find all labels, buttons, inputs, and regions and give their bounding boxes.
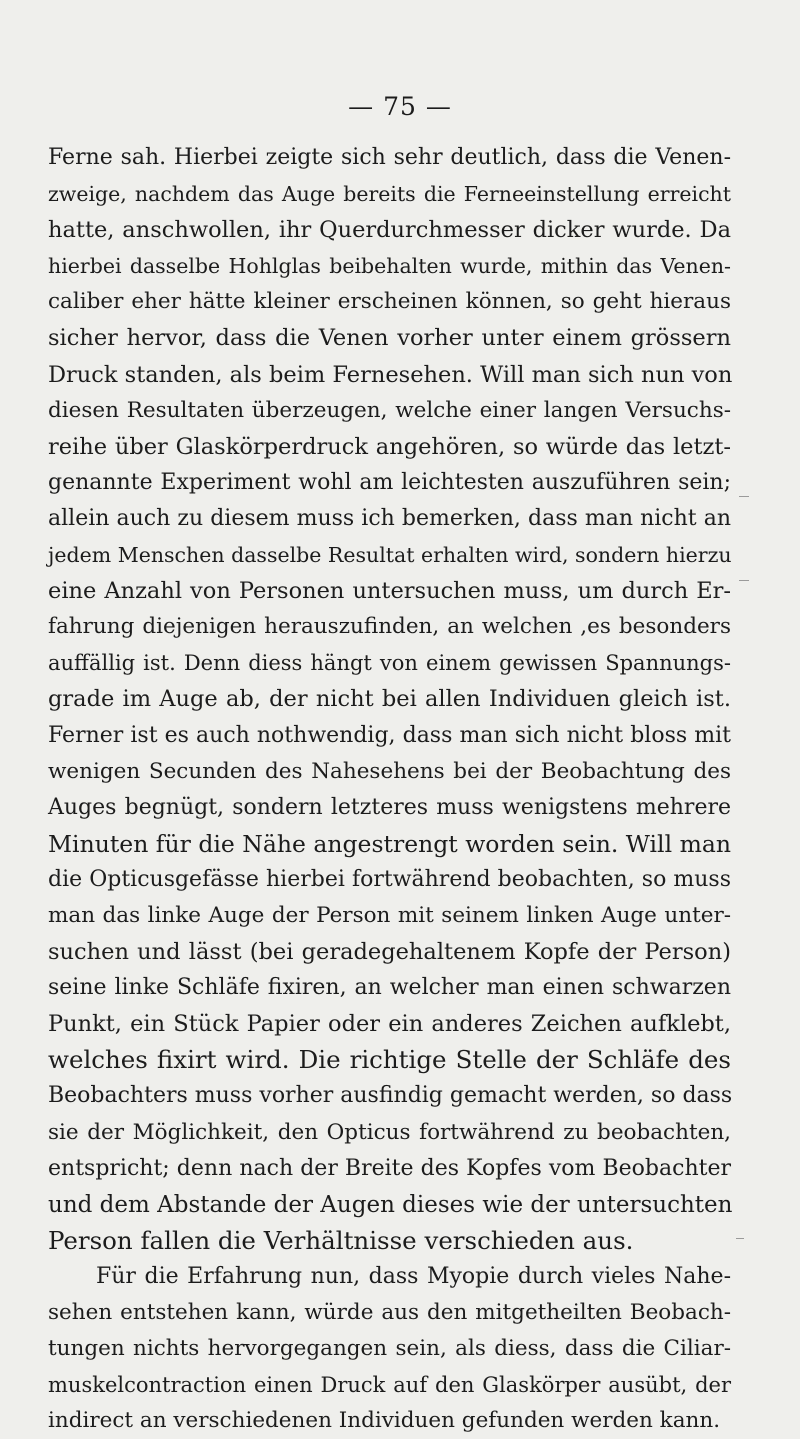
text-line: auffällig ist. Denn diess hängt von einem gewissen Spannungs- (48, 651, 731, 676)
text-line: entspricht; denn nach der Breite des Kopfes vom Beobachter (48, 1155, 731, 1181)
text-line: eine Anzahl von Personen untersuchen muss, um durch Er- (48, 578, 731, 605)
text-line: muskelcontraction einen Druck auf den Glaskörper ausübt, der (48, 1373, 731, 1398)
text-line: Ferner ist es auch nothwendig, dass man sich nicht bloss mit (48, 722, 731, 748)
text-line: Ferne sah. Hierbei zeigte sich sehr deutlich, dass die Venen- (48, 145, 731, 170)
scan-mark (736, 1238, 744, 1239)
text-line: man das linke Auge der Person mit seinem linken Auge unter- (48, 902, 731, 928)
page-number: — 75 — (348, 92, 452, 121)
text-line: welches fixirt wird. Die richtige Stelle der Schläfe des (48, 1045, 731, 1075)
text-line: hatte, anschwollen, ihr Querdurchmesser dicker wurde. Da (48, 217, 731, 244)
text-line: zweige, nachdem das Auge bereits die Ferneeinstellung erreicht (48, 182, 731, 207)
paragraph-end-line: indirect an verschiedenen Individuen gefunden werden kann. (48, 1408, 721, 1434)
text-line: Punkt, ein Stück Papier oder ein anderes Zeichen aufklebt, (48, 1011, 731, 1038)
text-line: grade im Auge ab, der nicht bei allen Individuen gleich ist. (48, 686, 731, 713)
text-line: caliber eher hätte kleiner erscheinen können, so geht hieraus (48, 289, 731, 315)
text-line: Auges begnügt, sondern letzteres muss wenigstens mehrere (48, 794, 731, 820)
paragraph-start-line: Für die Erfahrung nun, dass Myopie durch vieles Nahe- (96, 1263, 731, 1289)
text-line: und dem Abstande der Augen dieses wie der untersuchten (48, 1191, 733, 1218)
text-line: jedem Menschen dasselbe Resultat erhalten wird, sondern hierzu (48, 543, 732, 568)
text-line: Druck standen, als beim Fernesehen. Will man sich nun von (48, 361, 733, 388)
text-line: sie der Möglichkeit, den Opticus fortwährend zu beobachten, (48, 1119, 731, 1145)
text-line: die Opticusgefässe hierbei fortwährend beobachten, so muss (48, 866, 731, 892)
body-text (48, 140, 731, 1439)
text-line: genannte Experiment wohl am leichtesten auszuführen sein; (48, 469, 731, 495)
paragraph-end-line: Person fallen die Verhältnisse verschieden aus. (48, 1225, 634, 1255)
text-line: Beobachters muss vorher ausfindig gemacht werden, so dass (48, 1083, 733, 1109)
scan-mark (739, 580, 749, 581)
text-line: diesen Resultaten überzeugen, welche einer langen Versuchs- (48, 397, 731, 423)
scan-mark (739, 496, 749, 497)
text-line: tungen nichts hervorgegangen sein, als diess, dass die Ciliar- (48, 1336, 731, 1362)
text-line: allein auch zu diesem muss ich bemerken, dass man nicht an (48, 505, 731, 531)
text-line: fahrung diejenigen herauszufinden, an welchen ,es besonders (48, 614, 731, 640)
text-line: suchen und lässt (bei geradegehaltenem Kopfe der Person) (48, 939, 731, 966)
text-line: seine linke Schläfe fixiren, an welcher man einen schwarzen (48, 975, 731, 1001)
text-line: sehen entstehen kann, würde aus den mitgetheilten Beobach- (48, 1300, 731, 1325)
text-line: reihe über Glaskörperdruck angehören, so würde das letzt- (48, 433, 731, 460)
text-line: wenigen Secunden des Nahesehens bei der Beobachtung des (48, 758, 731, 784)
text-line: Minuten für die Nähe angestrengt worden sein. Will man (48, 829, 731, 858)
text-line: sicher hervor, dass die Venen vorher unter einem grössern (48, 325, 731, 352)
text-line: hierbei dasselbe Hohlglas beibehalten wurde, mithin das Venen- (48, 254, 731, 279)
